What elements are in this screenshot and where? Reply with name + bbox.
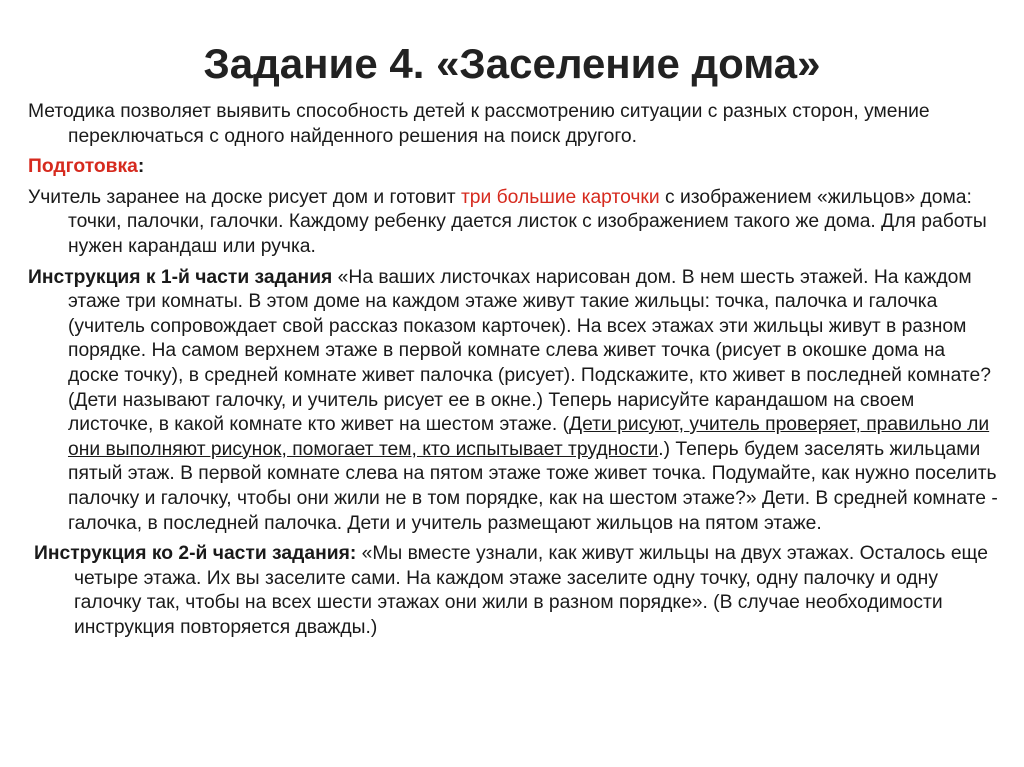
prep-label: Подготовка bbox=[28, 156, 138, 178]
instruction2-label: Инструкция ко 2-й части задания: bbox=[34, 543, 357, 565]
slide-body bbox=[28, 100, 1000, 646]
instruction1-label: Инструкция к 1-й части задания bbox=[28, 266, 333, 288]
instruction1-paragraph bbox=[28, 266, 1000, 537]
teacher-highlight: три большие карточки bbox=[460, 186, 660, 208]
teacher-text-1: Учитель заранее на доске рисует дом и готовит bbox=[28, 186, 461, 208]
prep-heading bbox=[28, 155, 1000, 180]
instruction2-text: «Мы вместе узнали, как живут жильцы на двух этажах. Осталось еще четыре этажа. Их вы заселите сами. На каждом этаже заселите одну точку, одну палочку и одну галочку так, чтобы на всех шести этажах они жили в разном порядке». (В случае необходимости инструкция повторяется дважды.) bbox=[74, 543, 988, 638]
instruction1-text-2: .) Теперь будем заселять жильцами пятый этаж. В первой комнате слева на пятом этаже тоже живет точка. Подумайте, как нужно поселить палочку и галочку, чтобы они жили не в том порядке, как на шестом этаже?» Дети. В средней комнате - галочка, в последней палочка. Дети и учитель размещают жильцов на пятом этаже. bbox=[68, 438, 998, 534]
instruction2-paragraph bbox=[34, 542, 1000, 640]
instruction1-text-1: «На ваших листочках нарисован дом. В нем шесть этажей. На каждом этаже три комнаты. В этом доме на каждом этаже живут такие жильцы: точка, палочка и галочка (учитель сопровождает свой рассказ показом карточек). На всех этажах эти жильцы живут в разном порядке. На самом верхнем этаже в первой комнате слева живет точка (рисует в окошке дома на доске точку), в средней комнате живет палочка (рисует). Подскажите, кто живет в последней комнате? (Дети называют галочку, и учитель рисует ее в окне.) Теперь нарисуйте карандашом на своем листочке, в какой комнате кто живет на шестом этаже. ( bbox=[68, 266, 991, 436]
teacher-text-2: с изображением «жильцов» дома: точки, палочки, галочки. Каждому ребенку дается листок с изображением такого же дома. Для работы нужен карандаш или ручка. bbox=[68, 186, 987, 257]
slide-title: Задание 4. «Заселение дома» bbox=[203, 40, 821, 87]
teacher-paragraph bbox=[28, 186, 1000, 260]
instruction1-underlined: Дети рисуют, учитель проверяет, правильно ли они выполняют рисунок, помогает тем, кто испытывает трудности bbox=[68, 414, 990, 460]
intro-paragraph: Методика позволяет выявить способность детей к рассмотрению ситуации с разных сторон, умение переключаться с одного найденного решения на поиск другого. bbox=[28, 101, 930, 147]
prep-colon: : bbox=[137, 156, 145, 178]
